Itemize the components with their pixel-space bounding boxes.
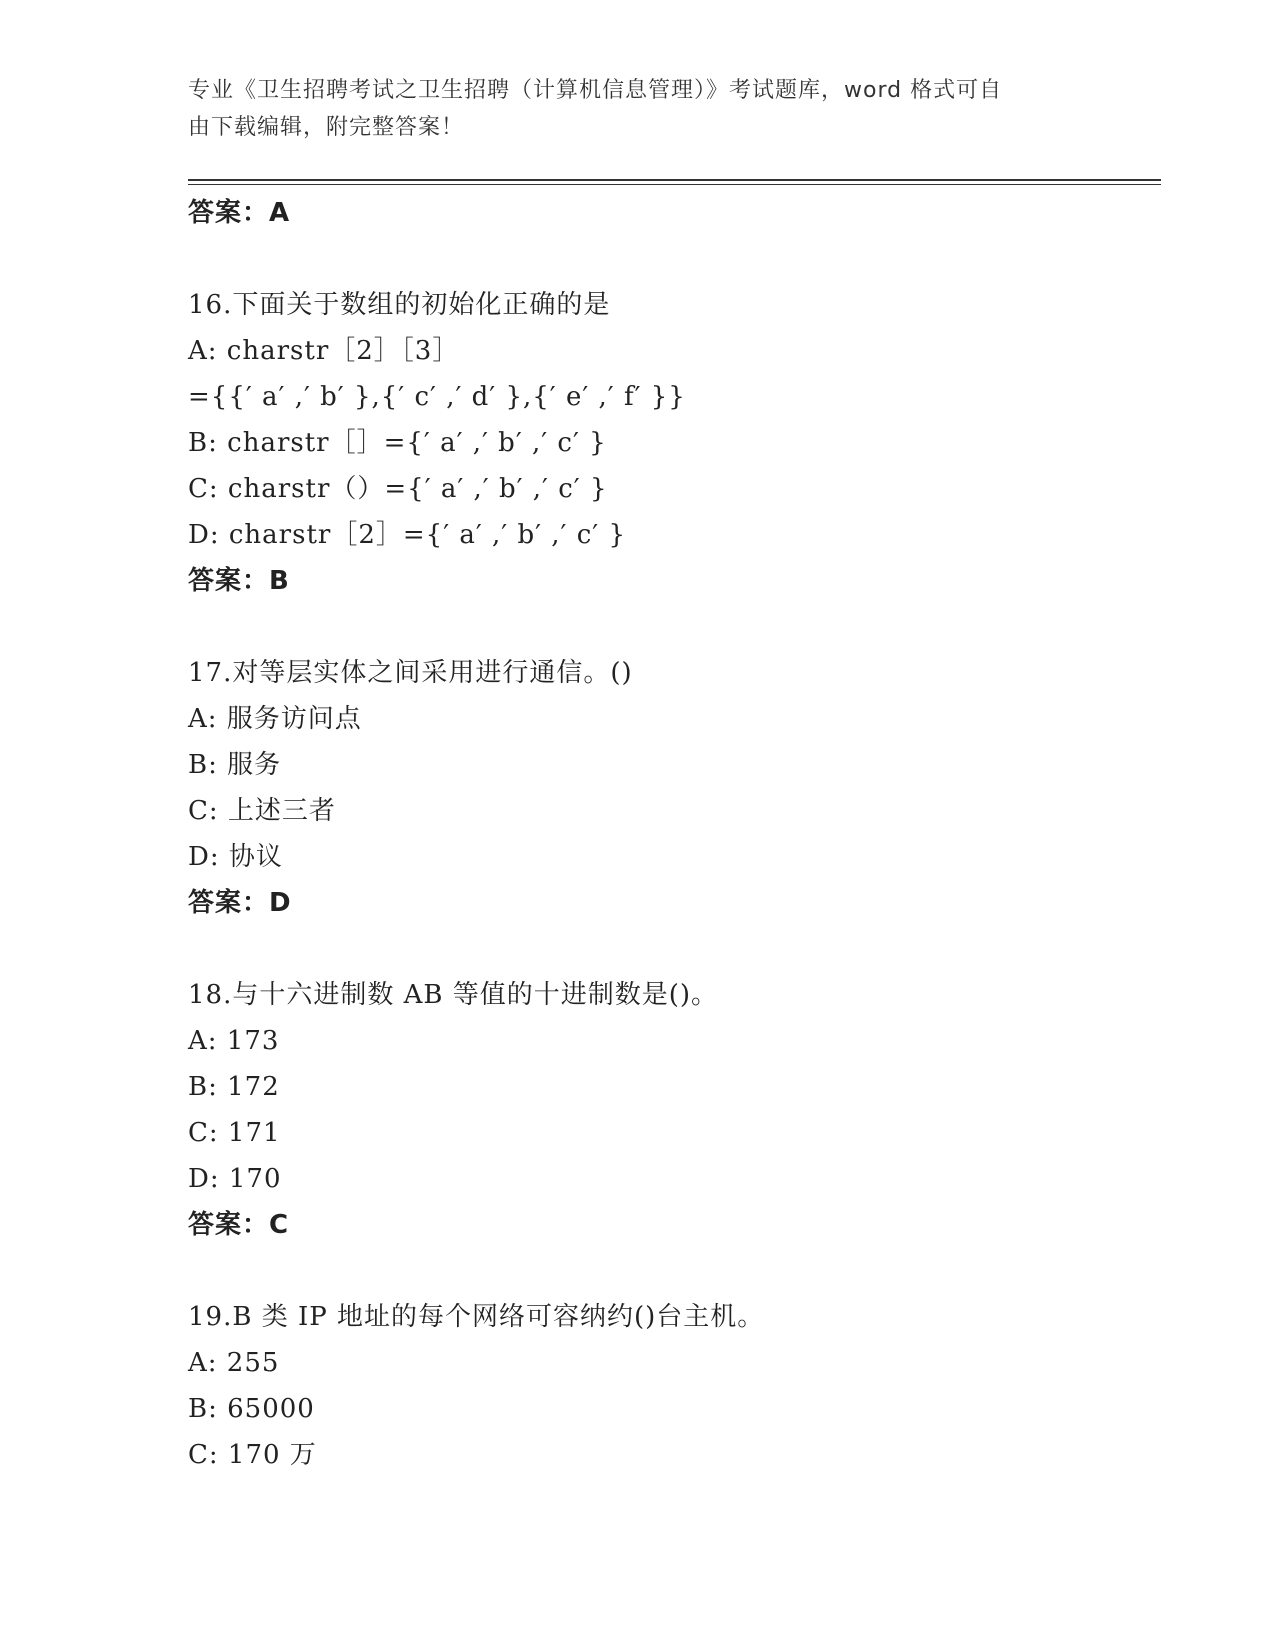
option-a: A: charstr［2］［3］ <box>188 336 460 366</box>
question-list <box>188 190 1168 1478</box>
spacer <box>188 604 1168 650</box>
option-d: D: 170 <box>188 1164 282 1194</box>
spacer <box>188 236 1168 282</box>
option-b: B: 172 <box>188 1072 280 1102</box>
option-a: A: 服务访问点 <box>188 704 362 734</box>
option-b: B: 服务 <box>188 750 282 780</box>
option-c: C: 170 万 <box>188 1440 317 1470</box>
question-stem: 16.下面关于数组的初始化正确的是 <box>188 290 611 320</box>
spacer <box>188 926 1168 972</box>
question-stem: 19.B 类 IP 地址的每个网络可容纳约()台主机。 <box>188 1302 765 1332</box>
question-19 <box>188 1294 1168 1478</box>
header-line-1: 专业《卫生招聘考试之卫生招聘（计算机信息管理）》考试题库，word 格式可自 <box>188 78 1003 103</box>
option-a: A: 255 <box>188 1348 280 1378</box>
option-c: C: charstr（）={′ a′ ,′ b′ ,′ c′ } <box>188 474 608 504</box>
question-18 <box>188 972 1168 1248</box>
question-16 <box>188 282 1168 604</box>
header-line-2: 由下载编辑，附完整答案！ <box>188 115 465 140</box>
answer: 答案：D <box>188 888 292 918</box>
document-header <box>188 72 1088 146</box>
previous-answer: 答案：A <box>188 198 291 228</box>
option-b: B: charstr［］={′ a′ ,′ b′ ,′ c′ } <box>188 428 607 458</box>
answer: 答案：C <box>188 1210 290 1240</box>
option-a: A: 173 <box>188 1026 280 1056</box>
option-b: B: 65000 <box>188 1394 315 1424</box>
header-divider-thick <box>188 179 1161 181</box>
option-c: C: 上述三者 <box>188 796 336 826</box>
option-a-continued: ={{′ a′ ,′ b′ },{′ c′ ,′ d′ },{′ e′ ,′ f′ }} <box>188 382 686 412</box>
spacer <box>188 1248 1168 1294</box>
header-divider-thin <box>188 184 1161 185</box>
answer: 答案：B <box>188 566 290 596</box>
question-stem: 18.与十六进制数 AB 等值的十进制数是()。 <box>188 980 719 1010</box>
option-d: D: 协议 <box>188 842 283 872</box>
option-d: D: charstr［2］={′ a′ ,′ b′ ,′ c′ } <box>188 520 626 550</box>
question-stem: 17.对等层实体之间采用进行通信。() <box>188 658 633 688</box>
option-c: C: 171 <box>188 1118 281 1148</box>
question-17 <box>188 650 1168 926</box>
